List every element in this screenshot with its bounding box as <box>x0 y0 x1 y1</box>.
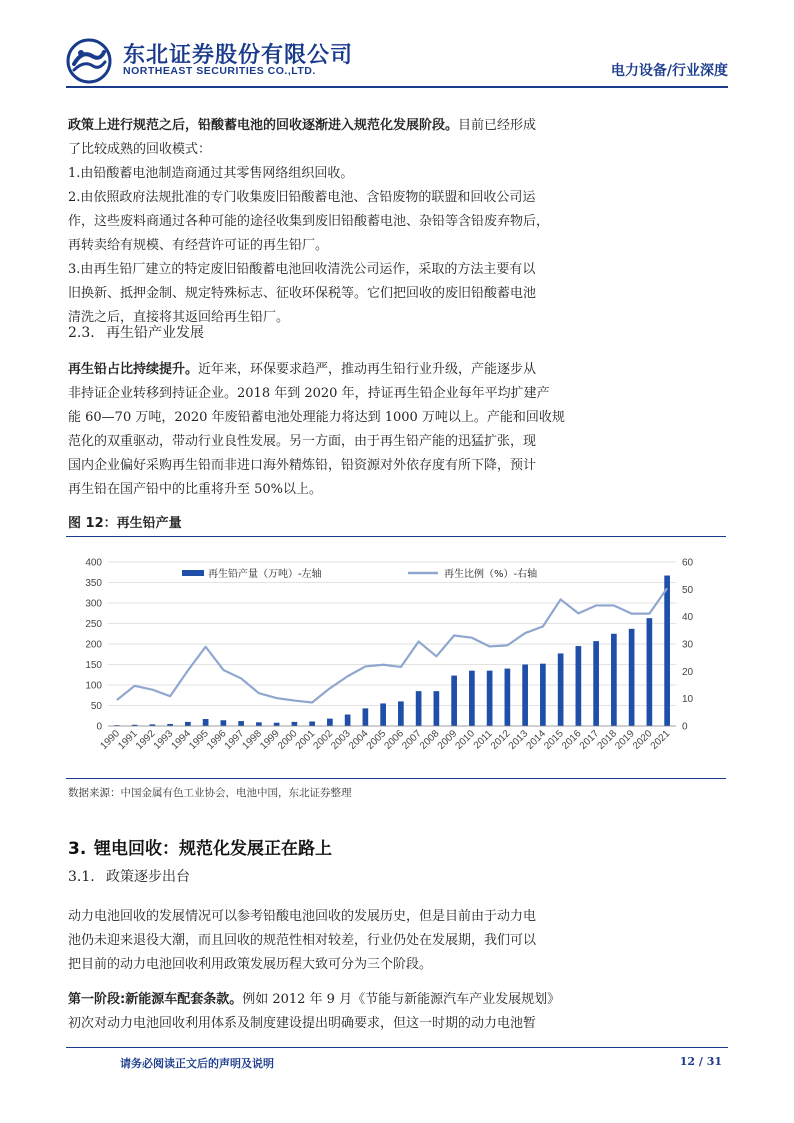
bar <box>647 618 653 726</box>
x-tick-label: 2013 <box>506 728 531 752</box>
section-number: 3. <box>68 839 87 859</box>
list-item-cont: 清洗之后，直接将其返回给再生铅厂。 <box>68 310 290 325</box>
bar <box>327 719 333 726</box>
company-name-en: NORTHEAST SECURITIES CO.,LTD. <box>123 65 316 77</box>
legend-label-bar: 再生铅产量（万吨）-左轴 <box>208 569 322 580</box>
para-text: 范化的双重驱动，带动行业良性发展。另一方面，由于再生铅产能的迅猛扩张，现 <box>68 434 537 449</box>
x-tick-label: 2005 <box>364 728 389 752</box>
para-bold-lead: 第一阶段:新能源车配套条款。 <box>68 992 243 1007</box>
x-tick-label: 1994 <box>169 728 193 752</box>
para-text: 把目前的动力电池回收利用政策发展历程大致可分为三个阶段。 <box>68 957 433 972</box>
bar <box>203 719 209 726</box>
figure-bottom-rule <box>66 778 726 779</box>
intro-paragraph <box>68 114 574 330</box>
x-tick-label: 1999 <box>258 728 282 752</box>
x-tick-label: 1995 <box>187 728 211 752</box>
x-tick-label: 2017 <box>577 728 602 752</box>
y-right-tick-label: 30 <box>682 639 694 651</box>
legend-bar-swatch <box>182 570 204 576</box>
y-left-tick-label: 200 <box>85 639 102 651</box>
para-bold-lead: 再生铅占比持续提升。 <box>68 362 199 377</box>
bar <box>434 691 440 726</box>
para-text: 例如 2012 年 9 月《节能与新能源汽车产业发展规划》 <box>242 992 561 1007</box>
x-tick-label: 2016 <box>559 728 584 752</box>
x-tick-label: 2012 <box>488 728 513 752</box>
y-left-tick-label: 350 <box>85 578 102 589</box>
figure-source: 数据来源：中国金属有色工业协会，电池中国，东北证券整理 <box>68 787 352 799</box>
bar <box>593 641 599 726</box>
list-item: 1.由铅酸蓄电池制造商通过其零售网络组织回收。 <box>68 166 354 181</box>
para-text: 再生铅在国产铅中的比重将升至 50%以上。 <box>68 482 323 497</box>
x-tick-label: 2015 <box>542 728 566 752</box>
y-right-tick-label: 50 <box>682 584 694 596</box>
y-right-tick-label: 60 <box>682 557 694 569</box>
bar <box>416 691 422 726</box>
y-left-tick-label: 300 <box>85 598 102 610</box>
bar <box>629 629 635 726</box>
para-text: 初次对动力电池回收利用体系及制度建设提出明确要求，但这一时期的动力电池暂 <box>68 1016 537 1031</box>
legend-label-line: 再生比例（%）-右轴 <box>444 569 538 580</box>
y-left-tick-label: 400 <box>85 557 102 569</box>
para-text: 能 60—70 万吨，2020 年废铅蓄电池处理能力将达到 1000 万吨以上。产能和回收规 <box>68 410 565 425</box>
x-tick-label: 2001 <box>293 728 318 752</box>
bar <box>558 653 564 726</box>
x-tick-label: 2009 <box>435 728 460 752</box>
footer-disclaimer: 请务必阅读正文后的声明及说明 <box>120 1057 274 1070</box>
x-tick-label: 1991 <box>116 728 140 752</box>
bar <box>487 671 493 726</box>
y-right-tick-label: 0 <box>682 721 688 733</box>
list-item: 2.由依照政府法规批准的专门收集废旧铅酸蓄电池、含铅废物的联盟和回收公司运 <box>68 190 536 205</box>
bar <box>505 669 511 726</box>
section-title: 锂电回收：规范化发展正在路上 <box>94 839 332 859</box>
section-3-1-paragraph <box>68 905 574 977</box>
section-heading-3-1 <box>68 866 190 886</box>
figure-title: 图 12：再生铅产量 <box>68 516 182 531</box>
bar <box>469 671 475 726</box>
bar <box>185 722 191 726</box>
x-tick-label: 1990 <box>98 728 122 752</box>
bar <box>380 703 386 726</box>
x-tick-label: 1993 <box>151 728 176 752</box>
intro-text: 了比较成熟的回收模式： <box>68 142 212 157</box>
intro-bold-lead: 政策上进行规范之后，铅酸蓄电池的回收逐渐进入规范化发展阶段。 <box>68 118 459 133</box>
bar <box>292 722 298 726</box>
para-text: 池仍未迎来退役大潮，而且回收的规范性相对较差，行业仍处在发展期，我们可以 <box>68 933 537 948</box>
y-left-tick-label: 100 <box>85 680 102 692</box>
y-right-tick-label: 40 <box>682 612 694 624</box>
bar <box>309 721 315 726</box>
x-tick-label: 1997 <box>222 728 247 752</box>
list-item-cont: 旧换新、抵押金制、规定特殊标志、征收环保税等。它们把回收的废旧铅酸蓄电池 <box>68 286 537 301</box>
footer-divider <box>66 1047 728 1048</box>
x-tick-label: 2004 <box>346 728 371 752</box>
list-item-cont: 作，这些废料商通过各种可能的途径收集到废旧铅酸蓄电池、杂铅等含铅废弃物后， <box>68 214 550 229</box>
x-tick-label: 2002 <box>311 728 335 752</box>
para-text: 国内企业偏好采购再生铅而非进口海外精炼铅，铅资源对外依存度有所下降，预计 <box>68 458 537 473</box>
report-category: 电力设备/行业深度 <box>610 63 728 79</box>
para-text: 非持证企业转移到持证企业。2018 年到 2020 年，持证再生铅企业每年平均扩建产 <box>68 386 550 401</box>
list-item-cont: 再转卖给有规模、有经营许可证的再生铅厂。 <box>68 238 329 253</box>
section-heading-3 <box>68 834 332 859</box>
x-tick-label: 2020 <box>630 728 655 752</box>
x-tick-label: 2003 <box>329 728 353 752</box>
x-tick-label: 2018 <box>595 728 619 752</box>
bar <box>345 715 351 726</box>
bar <box>611 634 617 726</box>
bar <box>451 676 457 726</box>
x-tick-label: 2007 <box>400 728 424 752</box>
x-tick-label: 1992 <box>133 728 158 752</box>
section-number: 3.1. <box>68 869 95 885</box>
company-name-cn: 东北证券股份有限公司 <box>123 43 354 68</box>
section-2-3-paragraph <box>68 358 574 502</box>
bar <box>238 721 244 726</box>
section-title: 再生铅产业发展 <box>106 325 204 341</box>
bar <box>522 665 528 727</box>
x-tick-label: 2006 <box>382 728 406 752</box>
x-tick-label: 1998 <box>240 728 264 752</box>
bar <box>256 722 262 726</box>
bar <box>540 664 546 726</box>
bar <box>221 720 227 726</box>
bar <box>363 708 369 726</box>
header-divider <box>66 86 728 88</box>
section-title: 政策逐步出台 <box>106 869 190 885</box>
para-text: 动力电池回收的发展情况可以参考铅酸电池回收的发展历史，但是目前由于动力电 <box>68 909 537 924</box>
section-heading-2-3 <box>68 322 204 342</box>
bar <box>398 701 404 726</box>
y-left-tick-label: 250 <box>85 619 102 630</box>
x-tick-label: 2014 <box>524 728 548 752</box>
list-item: 3.由再生铅厂建立的特定废旧铅酸蓄电池回收清洗公司运作，采取的方法主要有以 <box>68 262 536 277</box>
page-number: 12 / 31 <box>679 1055 722 1068</box>
section-3-1-stage-paragraph <box>68 988 574 1036</box>
chart <box>66 540 726 776</box>
section-number: 2.3. <box>68 325 95 341</box>
y-left-tick-label: 150 <box>85 660 102 671</box>
y-left-tick-label: 50 <box>90 701 102 712</box>
intro-text: 目前已经形成 <box>458 118 537 133</box>
bar <box>664 576 670 726</box>
y-right-tick-label: 10 <box>682 694 694 706</box>
company-logo-icon <box>66 38 112 84</box>
x-tick-label: 1996 <box>204 728 229 752</box>
figure-top-rule <box>66 536 726 537</box>
bar <box>576 646 582 726</box>
para-text: 近年来，环保要求趋严，推动再生铅行业升级，产能逐步从 <box>198 362 537 377</box>
bar <box>274 723 280 726</box>
x-tick-label: 2011 <box>471 728 495 752</box>
x-tick-label: 2008 <box>417 728 442 752</box>
y-right-tick-label: 20 <box>682 666 694 678</box>
x-tick-label: 2021 <box>648 728 673 752</box>
y-left-tick-label: 0 <box>96 721 102 733</box>
x-tick-label: 2010 <box>453 728 477 752</box>
x-tick-label: 2019 <box>613 728 637 752</box>
x-tick-label: 2000 <box>275 728 300 752</box>
